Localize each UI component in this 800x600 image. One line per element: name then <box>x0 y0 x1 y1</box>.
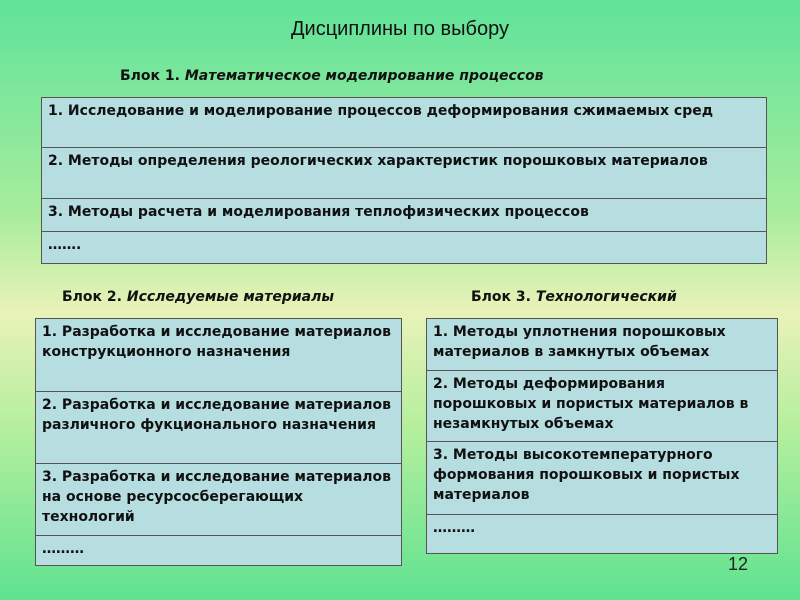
block2-prefix: Блок 2. <box>62 289 122 305</box>
block2-item-3: 3. Разработка и исследование материалов на основе ресурсосберегающих технологий <box>36 464 401 536</box>
block2-table <box>35 318 402 566</box>
block3-item-3: 3. Методы высокотемпературного формования порошковых и пористых материалов <box>427 442 777 515</box>
block3-item-4: ……… <box>433 520 475 536</box>
block2-item-1: 1. Разработка и исследование материалов конструкционного назначения <box>36 319 401 392</box>
block3-table <box>426 318 778 554</box>
slide-title: Дисциплины по выбору <box>291 18 509 40</box>
block2-item-2: 2. Разработка и исследование материалов различного фукционального назначения <box>36 392 401 464</box>
block1-item-4: ……. <box>48 237 82 253</box>
block2-name: Исследуемые материалы <box>126 289 335 305</box>
block3-heading <box>471 289 677 305</box>
block2-item-4: ……… <box>42 541 84 557</box>
block3-item-1: 1. Методы уплотнения порошковых материалов в замкнутых объемах <box>427 319 777 371</box>
block1-table <box>41 97 767 264</box>
block1-item-3: 3. Методы расчета и моделирования теплофизических процессов <box>42 199 766 232</box>
block1-item-1: 1. Исследование и моделирование процессов деформирования сжимаемых сред <box>42 98 766 148</box>
block1-item-2: 2. Методы определения реологических характеристик порошковых материалов <box>42 148 766 199</box>
block3-item-2: 2. Методы деформирования порошковых и пористых материалов в незамкнутых объемах <box>427 371 777 442</box>
block1-name: Математическое моделирование процессов <box>184 68 544 84</box>
block3-name: Технологический <box>535 289 677 305</box>
block1-prefix: Блок 1. <box>120 68 180 84</box>
page-number: 12 <box>728 554 749 574</box>
block3-prefix: Блок 3. <box>471 289 531 305</box>
block1-heading <box>120 68 544 84</box>
block2-heading <box>62 289 334 305</box>
